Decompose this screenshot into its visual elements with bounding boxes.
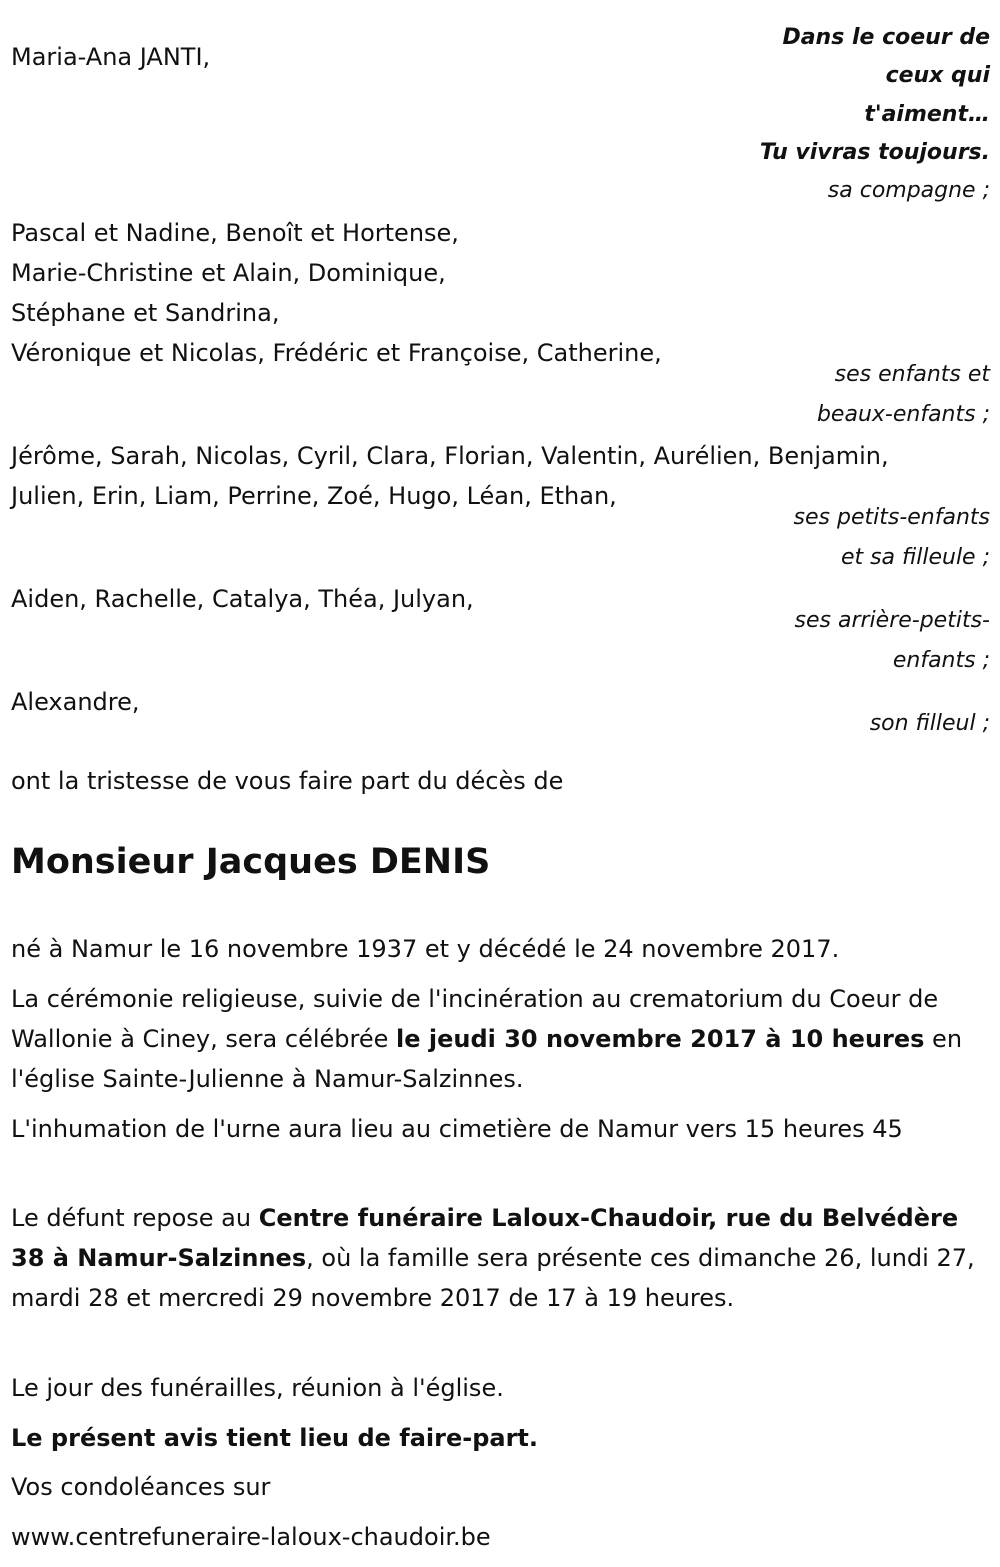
quote-line-3: t'aiment… (864, 102, 990, 127)
children-line-2: Marie-Christine et Alain, Dominique, (11, 259, 446, 287)
repose-location: Centre funéraire Laloux-Chaudoir, rue du Belvédère 38 à Namur-Salzinnes (11, 1204, 959, 1272)
partner-name: Maria-Ana JANTI, (11, 43, 211, 71)
godson-role: son filleul ; (869, 711, 990, 736)
children-line-3: Stéphane et Sandrina, (11, 299, 280, 327)
great-grandchildren: Aiden, Rachelle, Catalya, Théa, Julyan, (11, 585, 474, 613)
repose-text-start: Le défunt repose au (11, 1204, 259, 1232)
birth-death-text: né à Namur le 16 novembre 1937 et y décédé le 24 novembre 2017. (11, 935, 840, 963)
grandchildren-line-1: Jérôme, Sarah, Nicolas, Cyril, Clara, Florian, Valentin, Aurélien, Benjamin, (11, 442, 889, 470)
children-role-line-2: beaux-enfants ; (816, 402, 990, 427)
quote-line-4: Tu vivras toujours. (759, 140, 990, 165)
ceremony-text-end: en l'église Sainte-Julienne à Namur-Salzinnes. (11, 1025, 963, 1093)
website-link[interactable]: www.centrefuneraire-laloux-chaudoir.be (11, 1523, 491, 1551)
partner-role: sa compagne ; (827, 178, 990, 203)
grandchildren-role-line-2: et sa filleule ; (840, 545, 990, 570)
children-line-1: Pascal et Nadine, Benoît et Hortense, (11, 219, 459, 247)
quote-line-2: ceux qui (885, 63, 990, 88)
ceremony-paragraph (11, 979, 991, 1099)
grandchildren-line-2: Julien, Erin, Liam, Perrine, Zoé, Hugo, Léan, Ethan, (11, 482, 617, 510)
announcement-text: ont la tristesse de vous faire part du décès de (11, 767, 564, 795)
children-line-4: Véronique et Nicolas, Frédéric et Françoise, Catherine, (11, 339, 662, 367)
ceremony-text-start: La cérémonie religieuse, suivie de l'incinération au crematorium du Coeur de Wallonie à Ciney, sera célébrée (11, 985, 939, 1053)
great-grandchildren-role-line-1: ses arrière-petits- (794, 608, 990, 633)
quote-line-1: Dans le coeur de (782, 25, 990, 50)
grandchildren-role-line-1: ses petits-enfants (793, 505, 990, 530)
condolences-text: Vos condoléances sur (11, 1473, 271, 1501)
children-role-line-1: ses enfants et (834, 362, 990, 387)
repose-text-end: , où la famille sera présente ces dimanche 26, lundi 27, mardi 28 et mercredi 29 novembre 2017 de 17 à 19 heures. (11, 1244, 975, 1312)
burial-text: L'inhumation de l'urne aura lieu au cimetière de Namur vers 15 heures 45 (11, 1115, 903, 1143)
funeral-day-text: Le jour des funérailles, réunion à l'église. (11, 1374, 504, 1402)
ceremony-date: le jeudi 30 novembre 2017 à 10 heures (396, 1025, 925, 1053)
godson-name: Alexandre, (11, 688, 140, 716)
deceased-name: Monsieur Jacques DENIS (11, 842, 491, 882)
great-grandchildren-role-line-2: enfants ; (892, 648, 990, 673)
repose-paragraph (11, 1198, 991, 1318)
notice-text: Le présent avis tient lieu de faire-part. (11, 1424, 539, 1452)
